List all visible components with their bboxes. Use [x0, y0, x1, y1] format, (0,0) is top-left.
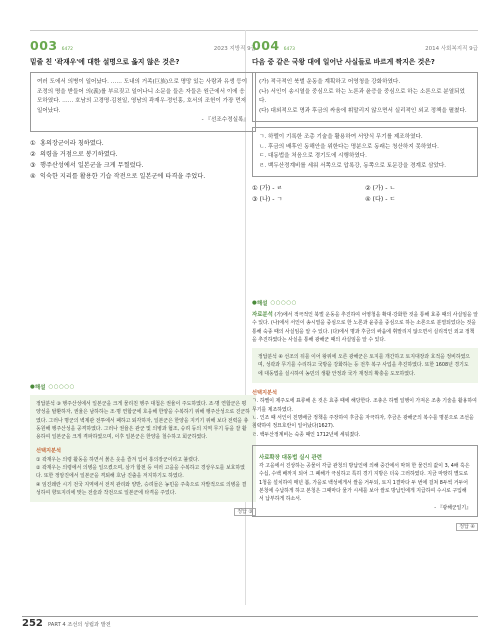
- question-source: 2014 사회복지직 9급: [425, 46, 478, 52]
- answer-tag: 정답 ④: [252, 523, 478, 530]
- statement-na: (나) 서인이 송시열을 중심으로 하는 노론과 윤증을 중심으로 하는 소론으로 분열되었다.: [259, 88, 465, 104]
- options-list: [30, 138, 256, 182]
- question-code: 6473: [283, 47, 296, 52]
- choice-n: ㄴ. 후금의 배후인 동해안을 위한다는 명분으로 동래는 청산하지 못하였다.: [259, 143, 439, 150]
- answer-analysis: 정답분석 ③ 행주산성에서 일본군을 크게 물리친 행주 대첩은 권율이 주도하였다. 조·명 연합군은 평양성을 탈환하자, 권율은 남하하는 조·명 연합군에 호응해 한양을 수복하기 위해 행주산성으로 진군하였다. 그러나 명군의 벽제관 전투에서 패하고 퇴각하자, 일본군은 한양을 지키기 위해 보다 전력을 총동원해 행주산성을 공격하였다. 그러나 권율은 관군 및 의병과 협조, 승려 등의 지역 무기 등을 잘 활용하여 일본군을 크게 격파하였으며, 이후 일본군은 한양을 철수하고 회군하였다.: [36, 401, 250, 441]
- question-code: 6472: [61, 47, 74, 52]
- question-header: [252, 38, 478, 52]
- choice-analysis-2: ② 곽재우는 의령에서 의병을 일으켰으며, 삼가 합천 등 여러 고을을 수복하고 경상우도를 보호하였다. 또한 정암진에서 일본군을 격퇴해 호남 진출을 저지하기도 하였다.: [36, 465, 245, 480]
- choice-g: ㄱ. 하멜이 기록한 조총 기술을 활용하여 서양식 무기를 제조하였다.: [259, 134, 423, 140]
- option-1[interactable]: ① 홍의장군이라 칭하였다.: [30, 139, 104, 147]
- answer-tag: 정답 ③: [30, 508, 256, 515]
- part-title: PART 4 조선의 성립과 발전: [48, 622, 111, 628]
- option-4[interactable]: ④ 익숙한 지리를 활용한 기습 작전으로 일본군에 타격을 주었다.: [30, 172, 206, 180]
- choice-r: ㄹ. 백두산정계비를 세워 서쪽으로 압록강, 동쪽으로 토문강을 경계로 삼았다.: [259, 162, 447, 169]
- choices-box: [252, 127, 478, 177]
- solution-box: [252, 348, 478, 383]
- top-rule: [30, 30, 478, 31]
- source-extension-box: 사료확장 대동법 실시 관련 각 고을에서 진상하는 공물이 각급 관청의 방납인에 의해 중간에서 막혀 한 물건의 값이 3, 4배 혹은 수십, 수백 배까지 되어 그 폐해가 극심하고 특히 경기 지방은 더욱 그러하였다. 지금 마땅히 별도로 1청을 설치하여 매년 봄, 가을로 백성에게서 쌀을 거두되, 토지 1결마다 두 번에 걸쳐 8두씩 거두어 본청에 수납하게 하고 본청은 그때마다 물가 시세를 보아 쌀로 방납인에게 지급하여 수시로 구입해서 납부하게 하소서. - 『광해군일기』: [252, 445, 478, 517]
- question-header: [30, 38, 256, 52]
- option-3[interactable]: ③ (나) - ㄱ: [252, 196, 283, 203]
- solution-004: [252, 298, 478, 530]
- solution-heading: ● 해설 ○○○○○: [252, 299, 297, 307]
- footer-rule: [22, 616, 478, 617]
- answer-analysis: 정답분석 ④ 선조의 뒤를 이어 왕위에 오른 광해군은 토지를 개간하고 토지대장과 호적을 정비하였으며, 성곽과 무기를 수리하고 국방을 강화하는 등 전후 복구 사업을 추진하였다. 또한 1608년 경기도에 대동법을 실시하여 농민의 생활 안정과 국가 재정의 확충을 도모하였다.: [258, 354, 471, 377]
- statement-ga: (가) 적극적인 북벌 운동을 계획하고 어영청을 강화하였다.: [259, 79, 401, 85]
- question-title: 밑줄 친 '곽재우'에 대한 설명으로 옳지 않은 것은?: [30, 58, 180, 66]
- page-number: 252: [22, 618, 43, 629]
- choice-analysis-4: ④ 임진왜란 시기 전국 지역에서 전직 관리와 양반, 승려들은 농민을 주축으로 자발적으로 의병을 결성하여 향토지리에 맞는 전술과 작전으로 일본군에 타격을 주었다.: [36, 481, 247, 496]
- data-analysis: 자료분석 (가)에서 적극적인 북벌 운동을 추진하여 어영청을 확대·강화한 것을 통해 효종 때의 사실임을 알 수 있다. (나)에서 서인이 송시열을 중심으로 한 노론과 윤증을 중심으로 하는 소론으로 분열되었다는 것을 통해 숙종 때의 사실임을 알 수 있다. (다)에서 명과 후금의 싸움에 휘말리지 않으면서 실리적인 외교 정책을 추진하였다는 사실을 통해 광해군 때의 사실임을 알 수 있다.: [252, 312, 478, 343]
- solution-box: [30, 395, 256, 502]
- choice-analysis: 선택지분석 ㄱ. 하멜이 제주도에 표류해 온 것은 효종 때에 해당한다. 조총은 하멜 일행이 가져온 조총 기술을 활용하여 무기를 제조하였다. ㄴ. 인조 때 서인이 친명배금 정책을 주장하여 후금을 자극하자, 후금은 광해군의 복수를 명분으로 조선을 침략하여 정묘호란이 일어났다(1627). ㄹ. 백두산정계비는 숙종 때인 1712년에 세워졌다.: [252, 390, 477, 438]
- solution-heading: ● 해설 ○○○○○: [30, 383, 75, 391]
- question-source: 2023 지방직 9급: [213, 46, 256, 52]
- choice-d: ㄷ. 대동법을 처음으로 경기도에 시행하였다.: [259, 153, 367, 159]
- solution-003: [30, 382, 256, 515]
- question-004: [252, 38, 478, 205]
- options-grid: [252, 183, 478, 205]
- statement-da: (다) 대외적으로 명과 후금의 싸움에 휘말리지 않으면서 실리적인 외교 정책을 펼쳤다.: [259, 107, 467, 114]
- question-number: 003: [30, 38, 58, 53]
- question-003: [30, 38, 256, 182]
- choice-analysis-1: ① 곽재우는 의령 활동을 하면서 붉은 옷을 즐겨 입어 홍의장군이라고 불렸다.: [36, 456, 200, 463]
- question-title: 다음 중 같은 국왕 대에 일어난 사실들로 바르게 짝지은 것은?: [252, 58, 435, 66]
- page-footer: [0, 616, 500, 634]
- choice-analysis-head: 선택지분석: [36, 448, 62, 455]
- option-2[interactable]: ② 의령을 거점으로 봉기하였다.: [30, 150, 118, 158]
- solution-icon: ●: [252, 299, 257, 306]
- option-3[interactable]: ③ 행주산성에서 일본군을 크게 무찔렀다.: [30, 161, 144, 169]
- question-number: 004: [252, 38, 280, 53]
- option-4[interactable]: ④ (다) - ㄷ: [365, 196, 396, 203]
- option-2[interactable]: ② (가) - ㄴ: [365, 185, 396, 192]
- passage-citation: - 『선조수정실록』: [201, 117, 249, 123]
- option-1[interactable]: ① (가) - ㄹ: [252, 185, 283, 192]
- statements-box: [252, 72, 478, 122]
- passage-text: 여러 도에서 의병이 일어났다. …… 도내의 거족(巨族)으로 명망 있는 사람과 유생 등이 조정의 명을 받들어 의(義)를 부르짖고 일어나니 소문을 들은 자들은 원근에서 이에 응모하였다. …… 호남의 고경명·김천일, 영남의 곽재우·정인홍, 호서의 조헌이 가장 먼저 일어났다.: [37, 79, 248, 114]
- solution-icon: ●: [30, 383, 35, 390]
- passage-box: [30, 72, 256, 132]
